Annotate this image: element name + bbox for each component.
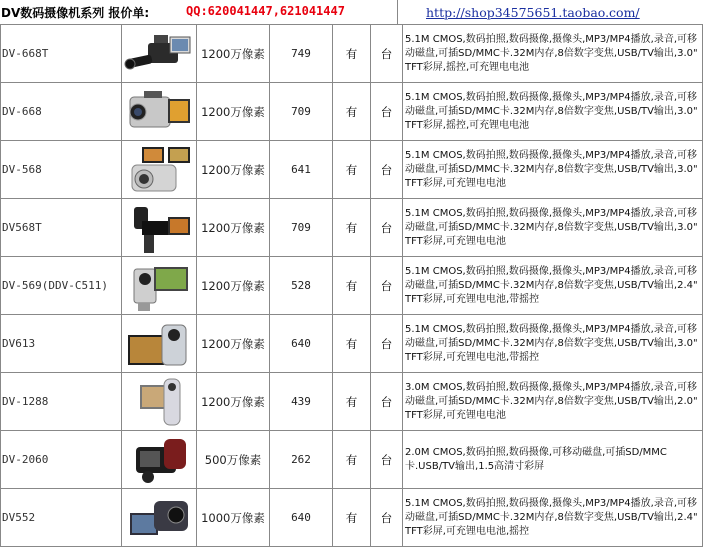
pixels-cell: 1200万像素 [197, 315, 270, 373]
product-row [1, 25, 703, 83]
product-row [1, 489, 703, 547]
spec-cell: 3.0M CMOS,数码拍照,数码摄像,摄像头,MP3/MP4播放,录音,可移动磁盘,可插SD/MMC卡.32M内存,8倍数字变焦,USB/TV输出,2.0" TFT彩屏,可充锂电电池 [403, 373, 703, 431]
spec-cell: 5.1M CMOS,数码拍照,数码摄像,摄像头,MP3/MP4播放,录音,可移动磁盘,可插SD/MMC卡.32M内存,8倍数字变焦,USB/TV输出,3.0" TFT彩屏,可充锂电电池 [403, 141, 703, 199]
unit-cell: 台 [371, 25, 403, 83]
stock-cell: 有 [333, 257, 371, 315]
stock-cell: 有 [333, 199, 371, 257]
camcorder-silver-icon [124, 101, 194, 120]
model-cell: DV-2060 [1, 431, 122, 489]
product-photo [122, 199, 197, 257]
price-cell: 709 [270, 199, 333, 257]
pixels-cell: 1000万像素 [197, 489, 270, 547]
unit-cell: 台 [371, 315, 403, 373]
pixels-cell: 1200万像素 [197, 257, 270, 315]
stock-cell: 有 [333, 141, 371, 199]
header-divider [397, 0, 398, 24]
model-cell: DV-568 [1, 141, 122, 199]
pixels-cell: 500万像素 [197, 431, 270, 489]
price-cell: 749 [270, 25, 333, 83]
spec-cell: 5.1M CMOS,数码拍照,数码摄像,摄像头,MP3/MP4播放,录音,可移动磁盘,可插SD/MMC卡.32M内存,8倍数字变焦,USB/TV输出,3.0" TFT彩屏,可充锂电电池,带摇控 [403, 315, 703, 373]
price-cell: 640 [270, 315, 333, 373]
product-table [0, 24, 703, 547]
unit-cell: 台 [371, 141, 403, 199]
product-row [1, 431, 703, 489]
product-row [1, 141, 703, 199]
product-photo [122, 25, 197, 83]
qq-contact: QQ:620041447,621041447 [186, 4, 345, 18]
product-photo [122, 315, 197, 373]
stock-cell: 有 [333, 25, 371, 83]
sheet-title: DV数码摄像机系列 报价单: [1, 6, 150, 20]
unit-cell: 台 [371, 83, 403, 141]
product-photo [122, 83, 197, 141]
camcorder-slim-icon [124, 333, 194, 352]
stock-cell: 有 [333, 373, 371, 431]
spec-cell: 2.0M CMOS,数码拍照,数码摄像,可移动磁盘,可插SD/MMC卡.USB/TV输出,1.5高清寸彩屏 [403, 431, 703, 489]
price-cell: 439 [270, 373, 333, 431]
unit-cell: 台 [371, 257, 403, 315]
stock-cell: 有 [333, 315, 371, 373]
stock-cell: 有 [333, 83, 371, 141]
pixels-cell: 1200万像素 [197, 199, 270, 257]
camcorder-vertical-icon [124, 391, 194, 410]
model-cell: DV552 [1, 489, 122, 547]
product-photo [122, 257, 197, 315]
product-row [1, 315, 703, 373]
spec-cell: 5.1M CMOS,数码拍照,数码摄像,摄像头,MP3/MP4播放,录音,可移动磁盘,可插SD/MMC卡.32M内存,8倍数字变焦,USB/TV输出,2.4" TFT彩屏,可充锂电电池,带摇控 [403, 257, 703, 315]
spec-cell: 5.1M CMOS,数码拍照,数码摄像,摄像头,MP3/MP4播放,录音,可移动磁盘,可插SD/MMC卡.32M内存,8倍数字变焦,USB/TV输出,3.0" TFT彩屏,摇控,可充锂电电池 [403, 25, 703, 83]
product-photo [122, 431, 197, 489]
unit-cell: 台 [371, 199, 403, 257]
product-row [1, 373, 703, 431]
model-cell: DV-1288 [1, 373, 122, 431]
price-cell: 262 [270, 431, 333, 489]
pixels-cell: 1200万像素 [197, 373, 270, 431]
model-cell: DV-668T [1, 25, 122, 83]
product-row [1, 83, 703, 141]
model-cell: DV568T [1, 199, 122, 257]
camcorder-red-icon [124, 449, 194, 468]
product-photo [122, 373, 197, 431]
camcorder-black-telelens-icon [124, 217, 194, 236]
product-photo [122, 141, 197, 199]
model-cell: DV-668 [1, 83, 122, 141]
sheet-header [0, 0, 703, 25]
shop-link[interactable]: http://shop34575651.taobao.com/ [426, 5, 640, 20]
spec-cell: 5.1M CMOS,数码拍照,数码摄像,摄像头,MP3/MP4播放,录音,可移动磁盘,可插SD/MMC卡.32M内存,8倍数字变焦,USB/TV输出,3.0" TFT彩屏,可充锂电电池 [403, 199, 703, 257]
product-row [1, 199, 703, 257]
camcorder-dark-icon [124, 507, 194, 526]
unit-cell: 台 [371, 373, 403, 431]
price-cell: 528 [270, 257, 333, 315]
spec-cell: 5.1M CMOS,数码拍照,数码摄像,摄像头,MP3/MP4播放,录音,可移动磁盘,可插SD/MMC卡.32M内存,8倍数字变焦,USB/TV输出,2.4" TFT彩屏,可充锂电电池,摇控 [403, 489, 703, 547]
camcorder-twin-screen-icon [124, 159, 194, 178]
pixels-cell: 1200万像素 [197, 83, 270, 141]
price-cell: 640 [270, 489, 333, 547]
unit-cell: 台 [371, 431, 403, 489]
price-cell: 641 [270, 141, 333, 199]
model-cell: DV-569(DDV-C511) [1, 257, 122, 315]
model-cell: DV613 [1, 315, 122, 373]
stock-cell: 有 [333, 431, 371, 489]
spec-cell: 5.1M CMOS,数码拍照,数码摄像,摄像头,MP3/MP4播放,录音,可移动磁盘,可插SD/MMC卡.32M内存,8倍数字变焦,USB/TV输出,3.0" TFT彩屏,摇控,可充锂电电池 [403, 83, 703, 141]
product-row [1, 257, 703, 315]
camcorder-telelens-icon [124, 43, 194, 62]
pixels-cell: 1200万像素 [197, 25, 270, 83]
stock-cell: 有 [333, 489, 371, 547]
product-photo [122, 489, 197, 547]
camcorder-pistol-grip-icon [124, 275, 194, 294]
unit-cell: 台 [371, 489, 403, 547]
price-cell: 709 [270, 83, 333, 141]
pixels-cell: 1200万像素 [197, 141, 270, 199]
